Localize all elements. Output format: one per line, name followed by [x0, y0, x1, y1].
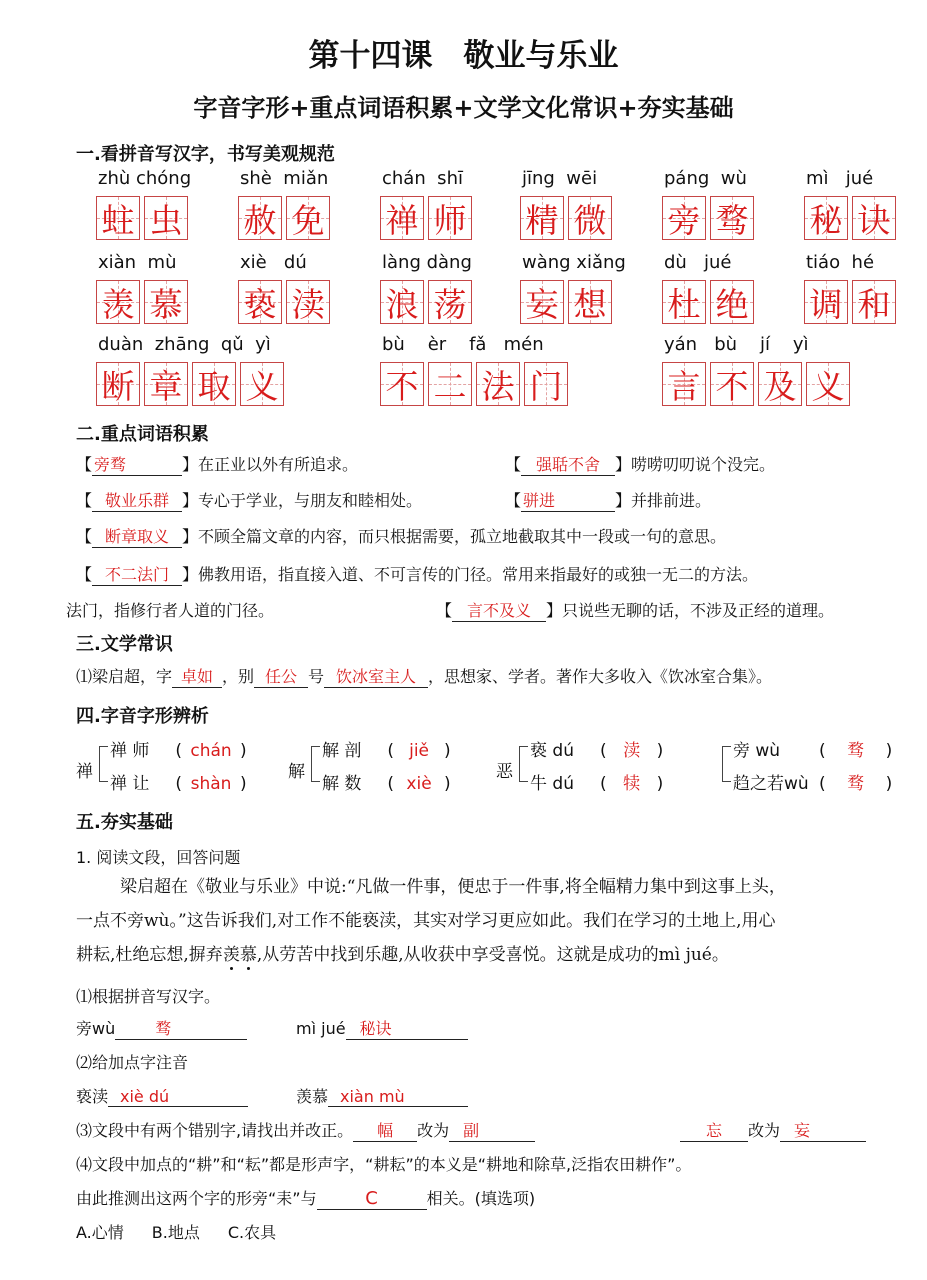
char-grid: [662, 196, 758, 240]
section-4-heading: 四.字音字形辨析: [76, 706, 209, 727]
char-answer: 精: [525, 200, 559, 240]
char-grid: [96, 196, 192, 240]
char-answer: 荡: [433, 284, 467, 324]
char-answer: 妄: [525, 284, 559, 324]
pinyin-label: xiàn mù: [98, 252, 177, 273]
char-key: 解: [288, 762, 305, 782]
char-answer: 取: [197, 366, 231, 406]
word: 趋之若wù ( 骛 ): [733, 774, 893, 794]
char-answer: 章: [149, 366, 183, 406]
pinyin-label: duàn zhāng qǔ yì: [98, 334, 271, 355]
vocab-item: 【 敬业乐群 】专心于学业，与朋友和睦相处。: [76, 488, 422, 512]
char-answer: 及: [763, 366, 797, 406]
vocab-item: 【 断章取义 】不顾全篇文章的内容，而只根据需要，孤立地截取其中一段或一句的意思。: [76, 524, 726, 548]
section-2-heading: 二.重点词语积累: [76, 424, 209, 445]
bracket: [99, 746, 108, 782]
char-answer: 诀: [857, 200, 891, 240]
question-1: 1. 阅读文段，回答问题: [76, 848, 241, 867]
vocab-item: 【 旁骛 】在正业以外有所追求。: [76, 452, 358, 476]
reading-passage-line: 梁启超在《敬业与乐业》中说:“凡做一件事，便忠于一件事,将全幅精力集中到这事上头，: [120, 877, 786, 897]
char-cell: [662, 362, 706, 406]
word: 牛 dú ( 犊 ): [530, 774, 664, 794]
char-cell: [852, 196, 896, 240]
sub-question: ⑵给加点字注音: [76, 1053, 189, 1072]
char-answer: 杜: [667, 284, 701, 324]
vocab-item: 【 不二法门 】佛教用语，指直接入道、不可言传的门径。常用来指最好的或独一无二的方法。: [76, 562, 758, 586]
word: 禅 师 ( chán ): [110, 741, 247, 761]
char-answer: 赦: [243, 200, 277, 240]
char-answer: 虫: [149, 200, 183, 240]
sub-question: 由此推测出这两个字的形旁“耒”与 C 相关。(填选项): [76, 1188, 536, 1209]
sub-question: 忘 改为 妄: [680, 1118, 866, 1142]
char-cell: [380, 196, 424, 240]
char-cell: [662, 280, 706, 324]
char-grid: [96, 362, 288, 406]
char-cell: [804, 196, 848, 240]
char-cell: [662, 196, 706, 240]
bracket: [519, 746, 528, 782]
char-cell: [286, 280, 330, 324]
char-grid: [662, 362, 854, 406]
char-cell: [96, 362, 140, 406]
word: 解 数 ( xiè ): [322, 774, 451, 794]
char-cell: [144, 362, 188, 406]
char-cell: [238, 280, 282, 324]
char-answer: 法: [481, 366, 515, 406]
pinyin-label: zhù chóng: [98, 168, 192, 189]
word: 旁 wù ( 骛 ): [733, 741, 893, 761]
page-title: 第十四课 敬业与乐业: [308, 38, 619, 74]
literature-note: ⑴梁启超，字 卓如 ，别 任公 号 饮冰室主人 ，思想家、学者。著作大多收入《饮冰室合集》。: [76, 664, 772, 688]
char-answer: 蛀: [101, 200, 135, 240]
sub-question: ⑷文段中加点的“耕”和“耘”都是形声字，“耕耘”的本义是“耕地和除草,泛指农田耕作”。: [76, 1155, 692, 1174]
char-answer: 微: [573, 200, 607, 240]
char-answer: 浪: [385, 284, 419, 324]
char-answer: 慕: [149, 284, 183, 324]
reading-passage-line: 耕耘,杜绝忘想,摒弃羡慕,从劳苦中找到乐趣,从收获中享受喜悦。这就是成功的mì jué。: [76, 945, 729, 965]
char-cell: [286, 196, 330, 240]
char-grid: [238, 280, 334, 324]
char-answer: 想: [573, 284, 607, 324]
vocab-item: 【 强聒不舍 】唠唠叨叨说个没完。: [505, 452, 775, 476]
char-cell: [144, 280, 188, 324]
bracket: [722, 746, 731, 782]
vocab-item: 【 言不及义 】只说些无聊的话，不涉及正经的道理。: [436, 598, 834, 622]
vocab-note: 法门，指修行者人道的门径。: [66, 601, 275, 620]
word: 亵 dú ( 渎 ): [530, 741, 664, 761]
char-cell: [238, 196, 282, 240]
char-answer: 不: [715, 366, 749, 406]
char-answer: 义: [245, 366, 279, 406]
word: 禅 让 ( shàn ): [110, 774, 247, 794]
char-answer: 不: [385, 366, 419, 406]
pinyin-label: mì jué: [806, 168, 874, 189]
bracket: [311, 746, 320, 782]
char-cell: [710, 362, 754, 406]
char-grid: [380, 196, 476, 240]
char-cell: [568, 280, 612, 324]
pinyin-label: xiè dú: [240, 252, 307, 273]
pinyin-label: tiáo hé: [806, 252, 875, 273]
char-grid: [520, 280, 616, 324]
char-key: 恶: [496, 762, 513, 782]
char-answer: 师: [433, 200, 467, 240]
char-grid: [804, 280, 900, 324]
char-answer: 二: [433, 366, 467, 406]
answer-line: 亵渎 xiè dú: [76, 1084, 248, 1107]
options: A.心情 B.地点 C.农具: [76, 1223, 277, 1242]
char-cell: [568, 196, 612, 240]
pinyin-label: làng dàng: [382, 252, 472, 273]
pinyin-label: shè miǎn: [240, 168, 329, 189]
char-answer: 秘: [809, 200, 843, 240]
char-cell: [144, 196, 188, 240]
char-answer: 门: [529, 366, 563, 406]
char-cell: [380, 280, 424, 324]
section-3-heading: 三.文学常识: [76, 634, 173, 655]
char-grid: [380, 280, 476, 324]
char-cell: [96, 196, 140, 240]
pinyin-label: chán shī: [382, 168, 463, 189]
char-cell: [806, 362, 850, 406]
char-answer: 渎: [291, 284, 325, 324]
char-grid: [520, 196, 616, 240]
char-cell: [520, 196, 564, 240]
char-cell: [192, 362, 236, 406]
sub-question: ⑶文段中有两个错别字,请找出并改正。 幅 改为 副: [76, 1118, 535, 1142]
char-cell: [428, 362, 472, 406]
char-answer: 禅: [385, 200, 419, 240]
char-grid: [804, 196, 900, 240]
char-cell: [758, 362, 802, 406]
char-cell: [240, 362, 284, 406]
char-answer: 免: [291, 200, 325, 240]
char-cell: [96, 280, 140, 324]
char-answer: 义: [811, 366, 845, 406]
char-answer: 断: [101, 366, 135, 406]
word: 解 剖 ( jiě ): [322, 741, 451, 761]
char-answer: 骛: [715, 200, 749, 240]
char-cell: [476, 362, 520, 406]
char-cell: [428, 196, 472, 240]
char-cell: [804, 280, 848, 324]
answer-line: 羡慕 xiàn mù: [296, 1084, 468, 1107]
page-subtitle: 字音字形+重点词语积累+文学文化常识+夯实基础: [193, 93, 734, 122]
char-answer: 言: [667, 366, 701, 406]
section-5-heading: 五.夯实基础: [76, 812, 173, 833]
char-cell: [710, 196, 754, 240]
char-answer: 绝: [715, 284, 749, 324]
char-grid: [380, 362, 572, 406]
vocab-item: 【 骈进 】并排前进。: [505, 488, 711, 512]
char-cell: [380, 362, 424, 406]
pinyin-label: jīng wēi: [522, 168, 598, 189]
char-cell: [524, 362, 568, 406]
char-cell: [520, 280, 564, 324]
sub-question: ⑴根据拼音写汉字。: [76, 987, 221, 1006]
char-answer: 和: [857, 284, 891, 324]
char-cell: [852, 280, 896, 324]
reading-passage-line: 一点不旁wù。”这告诉我们,对工作不能亵渎，其实对学习更应如此。我们在学习的土地上,用心: [76, 911, 776, 931]
char-cell: [428, 280, 472, 324]
char-grid: [238, 196, 334, 240]
pinyin-label: dù jué: [664, 252, 732, 273]
answer-line: mì jué 秘诀: [296, 1016, 468, 1040]
char-grid: [96, 280, 192, 324]
section-1-heading: 一.看拼音写汉字，书写美观规范: [76, 144, 335, 165]
pinyin-label: wàng xiǎng: [522, 252, 626, 273]
answer-line: 旁wù 骛: [76, 1016, 247, 1040]
char-answer: 旁: [667, 200, 701, 240]
char-answer: 羡: [101, 284, 135, 324]
char-cell: [710, 280, 754, 324]
pinyin-label: bù èr fǎ mén: [382, 334, 544, 355]
char-grid: [662, 280, 758, 324]
char-answer: 调: [809, 284, 843, 324]
char-answer: 亵: [243, 284, 277, 324]
char-key: 禅: [76, 762, 93, 782]
pinyin-label: yán bù jí yì: [664, 334, 809, 355]
pinyin-label: páng wù: [664, 168, 747, 189]
